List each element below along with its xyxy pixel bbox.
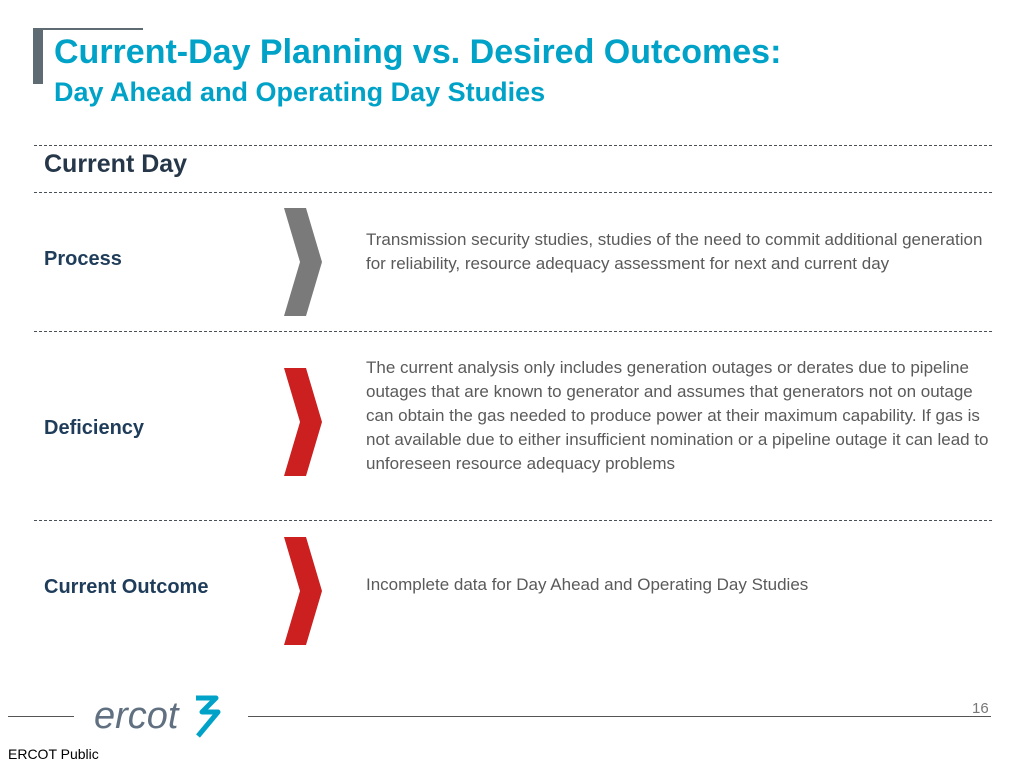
chevron-right-icon bbox=[282, 537, 322, 645]
logo-wordmark: ercot bbox=[94, 695, 179, 737]
row-text-process: Transmission security studies, studies of the need to commit additional generation for reliability, resource adequacy assessment for next and current day bbox=[366, 230, 983, 273]
divider-deficiency bbox=[34, 520, 992, 521]
row-text-current-outcome: Incomplete data for Day Ahead and Operating Day Studies bbox=[366, 575, 809, 594]
slide-subtitle: Day Ahead and Operating Day Studies bbox=[54, 77, 546, 107]
classification-label: ERCOT Public bbox=[8, 746, 99, 762]
title-accent-bar bbox=[33, 28, 43, 84]
lightning-icon bbox=[196, 698, 218, 736]
page-number: 16 bbox=[972, 700, 989, 717]
chevron-shape-process bbox=[284, 208, 322, 316]
divider-process bbox=[34, 331, 992, 332]
slide-title: Current-Day Planning vs. Desired Outcomes: bbox=[54, 33, 782, 71]
chevron-shape-current-outcome bbox=[284, 537, 322, 645]
row-text-deficiency: The current analysis only includes generation outages or derates due to pipeline outages that are known to generator and assumes that generators not on outage can obtain the gas needed to produce power at their maximum capability. If gas is not available due to either insufficient nomination or a pipeline outage it can lead to unforeseen resource adequacy problems bbox=[366, 358, 989, 473]
chevron-right-icon bbox=[282, 208, 322, 316]
divider-heading bbox=[34, 192, 992, 193]
section-heading: Current Day bbox=[44, 150, 188, 178]
row-label-deficiency: Deficiency bbox=[44, 417, 145, 439]
row-label-current-outcome: Current Outcome bbox=[44, 576, 209, 598]
title-accent-line bbox=[43, 28, 143, 30]
row-label-process: Process bbox=[44, 248, 122, 270]
chevron-shape-deficiency bbox=[284, 368, 322, 476]
footer-line-left bbox=[8, 716, 74, 717]
ercot-logo bbox=[94, 690, 226, 742]
footer-line-right bbox=[248, 716, 991, 717]
divider-top bbox=[34, 145, 992, 146]
chevron-right-icon bbox=[282, 368, 322, 476]
